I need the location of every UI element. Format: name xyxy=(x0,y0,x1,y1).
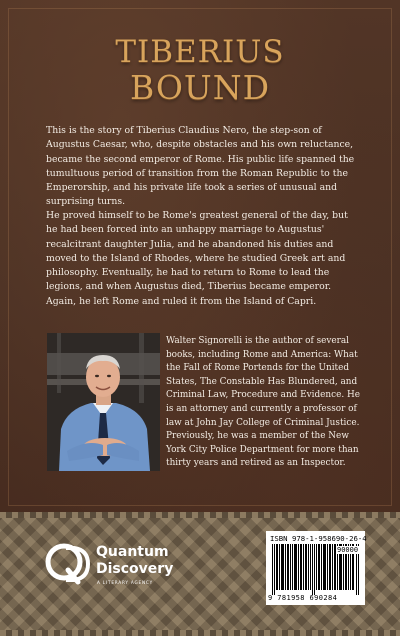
author-bio: Walter Signorelli is the author of several books, including Rome and America: What the Fall of Rome Portends for the United States, The Constable Has Blundered, and Criminal Law, Procedure and Evidence. He is an attorney and currently a professor of law at John Jay College of Criminal Justice. Previously, he was a member of the New York City Police Department for more than thirty years and retired as an Inspector. xyxy=(166,336,361,469)
isbn-text xyxy=(270,534,367,543)
mosaic-border-bottom xyxy=(0,630,400,636)
author-photo xyxy=(47,333,160,471)
synopsis-paragraph-1: This is the story of Tiberius Claudius Nero, the step-son of Augustus Caesar, who, despite obstacles and his own reluctance, became the second emperor of Rome. His public life spanned the tumultuous period of transition from the Roman Republic to the Emperorship, and his private life took a series of unusual and surprising turns. xyxy=(46,125,355,208)
publisher-tagline: A LITERARY AGENCY xyxy=(97,580,153,585)
publisher-name-line1: Quantum xyxy=(96,544,169,560)
publisher-logo xyxy=(44,540,204,590)
qd-logo-icon xyxy=(44,540,90,586)
isbn-number: ISBN 978-1-958690-26-4 xyxy=(270,534,367,543)
publisher-name-line2: Discovery xyxy=(96,561,174,577)
barcode-digits xyxy=(268,594,364,602)
book-title-line2: BOUND xyxy=(129,68,271,107)
isbn-barcode xyxy=(266,531,365,605)
author-photo-illustration xyxy=(47,333,160,471)
book-title-line1: TIBERIUS xyxy=(115,34,285,70)
ean-digits: 9 781958 690284 xyxy=(268,594,338,602)
synopsis-paragraph-2: He proved himself to be Rome's greatest general of the day, but he had been forced into an unhappy marriage to Augustus' recalcitrant daughter Julia, and he abandoned his duties and moved to the Island of Rhodes, where he studied Greek art and philosophy. Eventually, he had to return to Rome to lead the legions, and when Augustus died, Tiberius became emperor. Again, he left Rome and ruled it from the Island of Capri. xyxy=(46,210,348,307)
price-code: 90000 xyxy=(337,546,359,554)
